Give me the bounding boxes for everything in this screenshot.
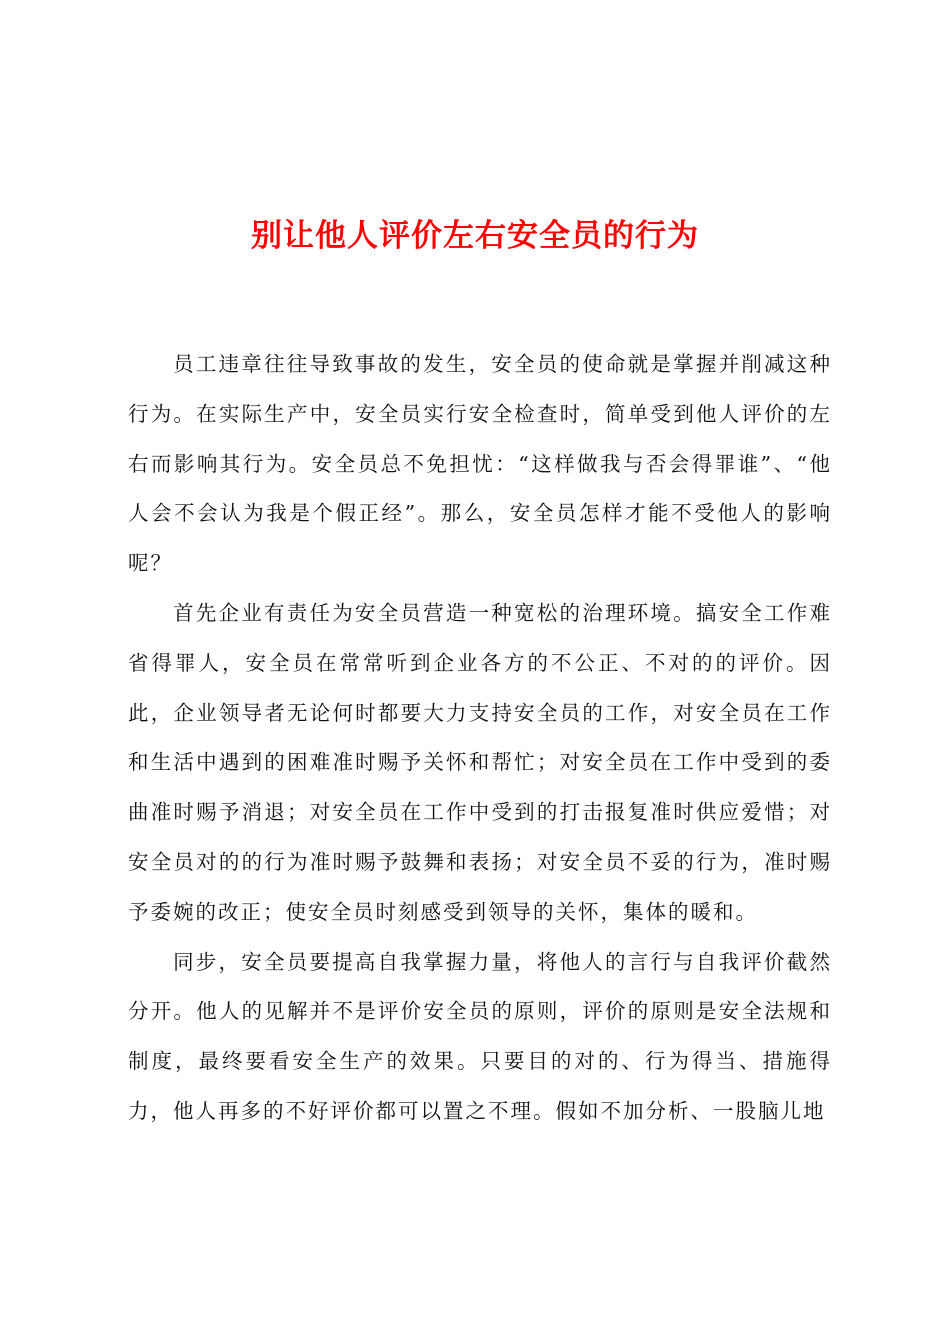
document-body (128, 340, 832, 1137)
paragraph-2: 首先企业有责任为安全员营造一种宽松的治理环境。搞安全工作难省得罪人，安全员在常常听到企业各方的不公正、不对的的评价。因此，企业领导者无论何时都要大力支持安全员的工作，对安全员在工作和生活中遇到的困难准时赐予关怀和帮忙；对安全员在工作中受到的委曲准时赐予消退；对安全员在工作中受到的打击报复准时供应爱惜；对安全员对的的行为准时赐予鼓舞和表扬；对安全员不妥的行为，准时赐予委婉的改正；使安全员时刻感受到领导的关怀，集体的暖和。 (128, 600, 832, 924)
paragraph-1: 员工违章往往导致事故的发生，安全员的使命就是掌握并削减这种行为。在实际生产中，安全员实行安全检查时，简单受到他人评价的左右而影响其行为。安全员总不免担忧：“这样做我与否会得罪谁”、“他人会不会认为我是个假正经”。那么，安全员怎样才能不受他人的影响呢？ (128, 352, 832, 576)
paragraph-3: 同步，安全员要提高自我掌握力量，将他人的言行与自我评价截然分开。他人的见解并不是评价安全员的原则，评价的原则是安全法规和制度，最终要看安全生产的效果。只要目的对的、行为得当、措施得力，他人再多的不好评价都可以置之不理。假如不加分析、一股脑儿地 (128, 949, 832, 1123)
document-title: 别让他人评价左右安全员的行为 (251, 218, 699, 254)
